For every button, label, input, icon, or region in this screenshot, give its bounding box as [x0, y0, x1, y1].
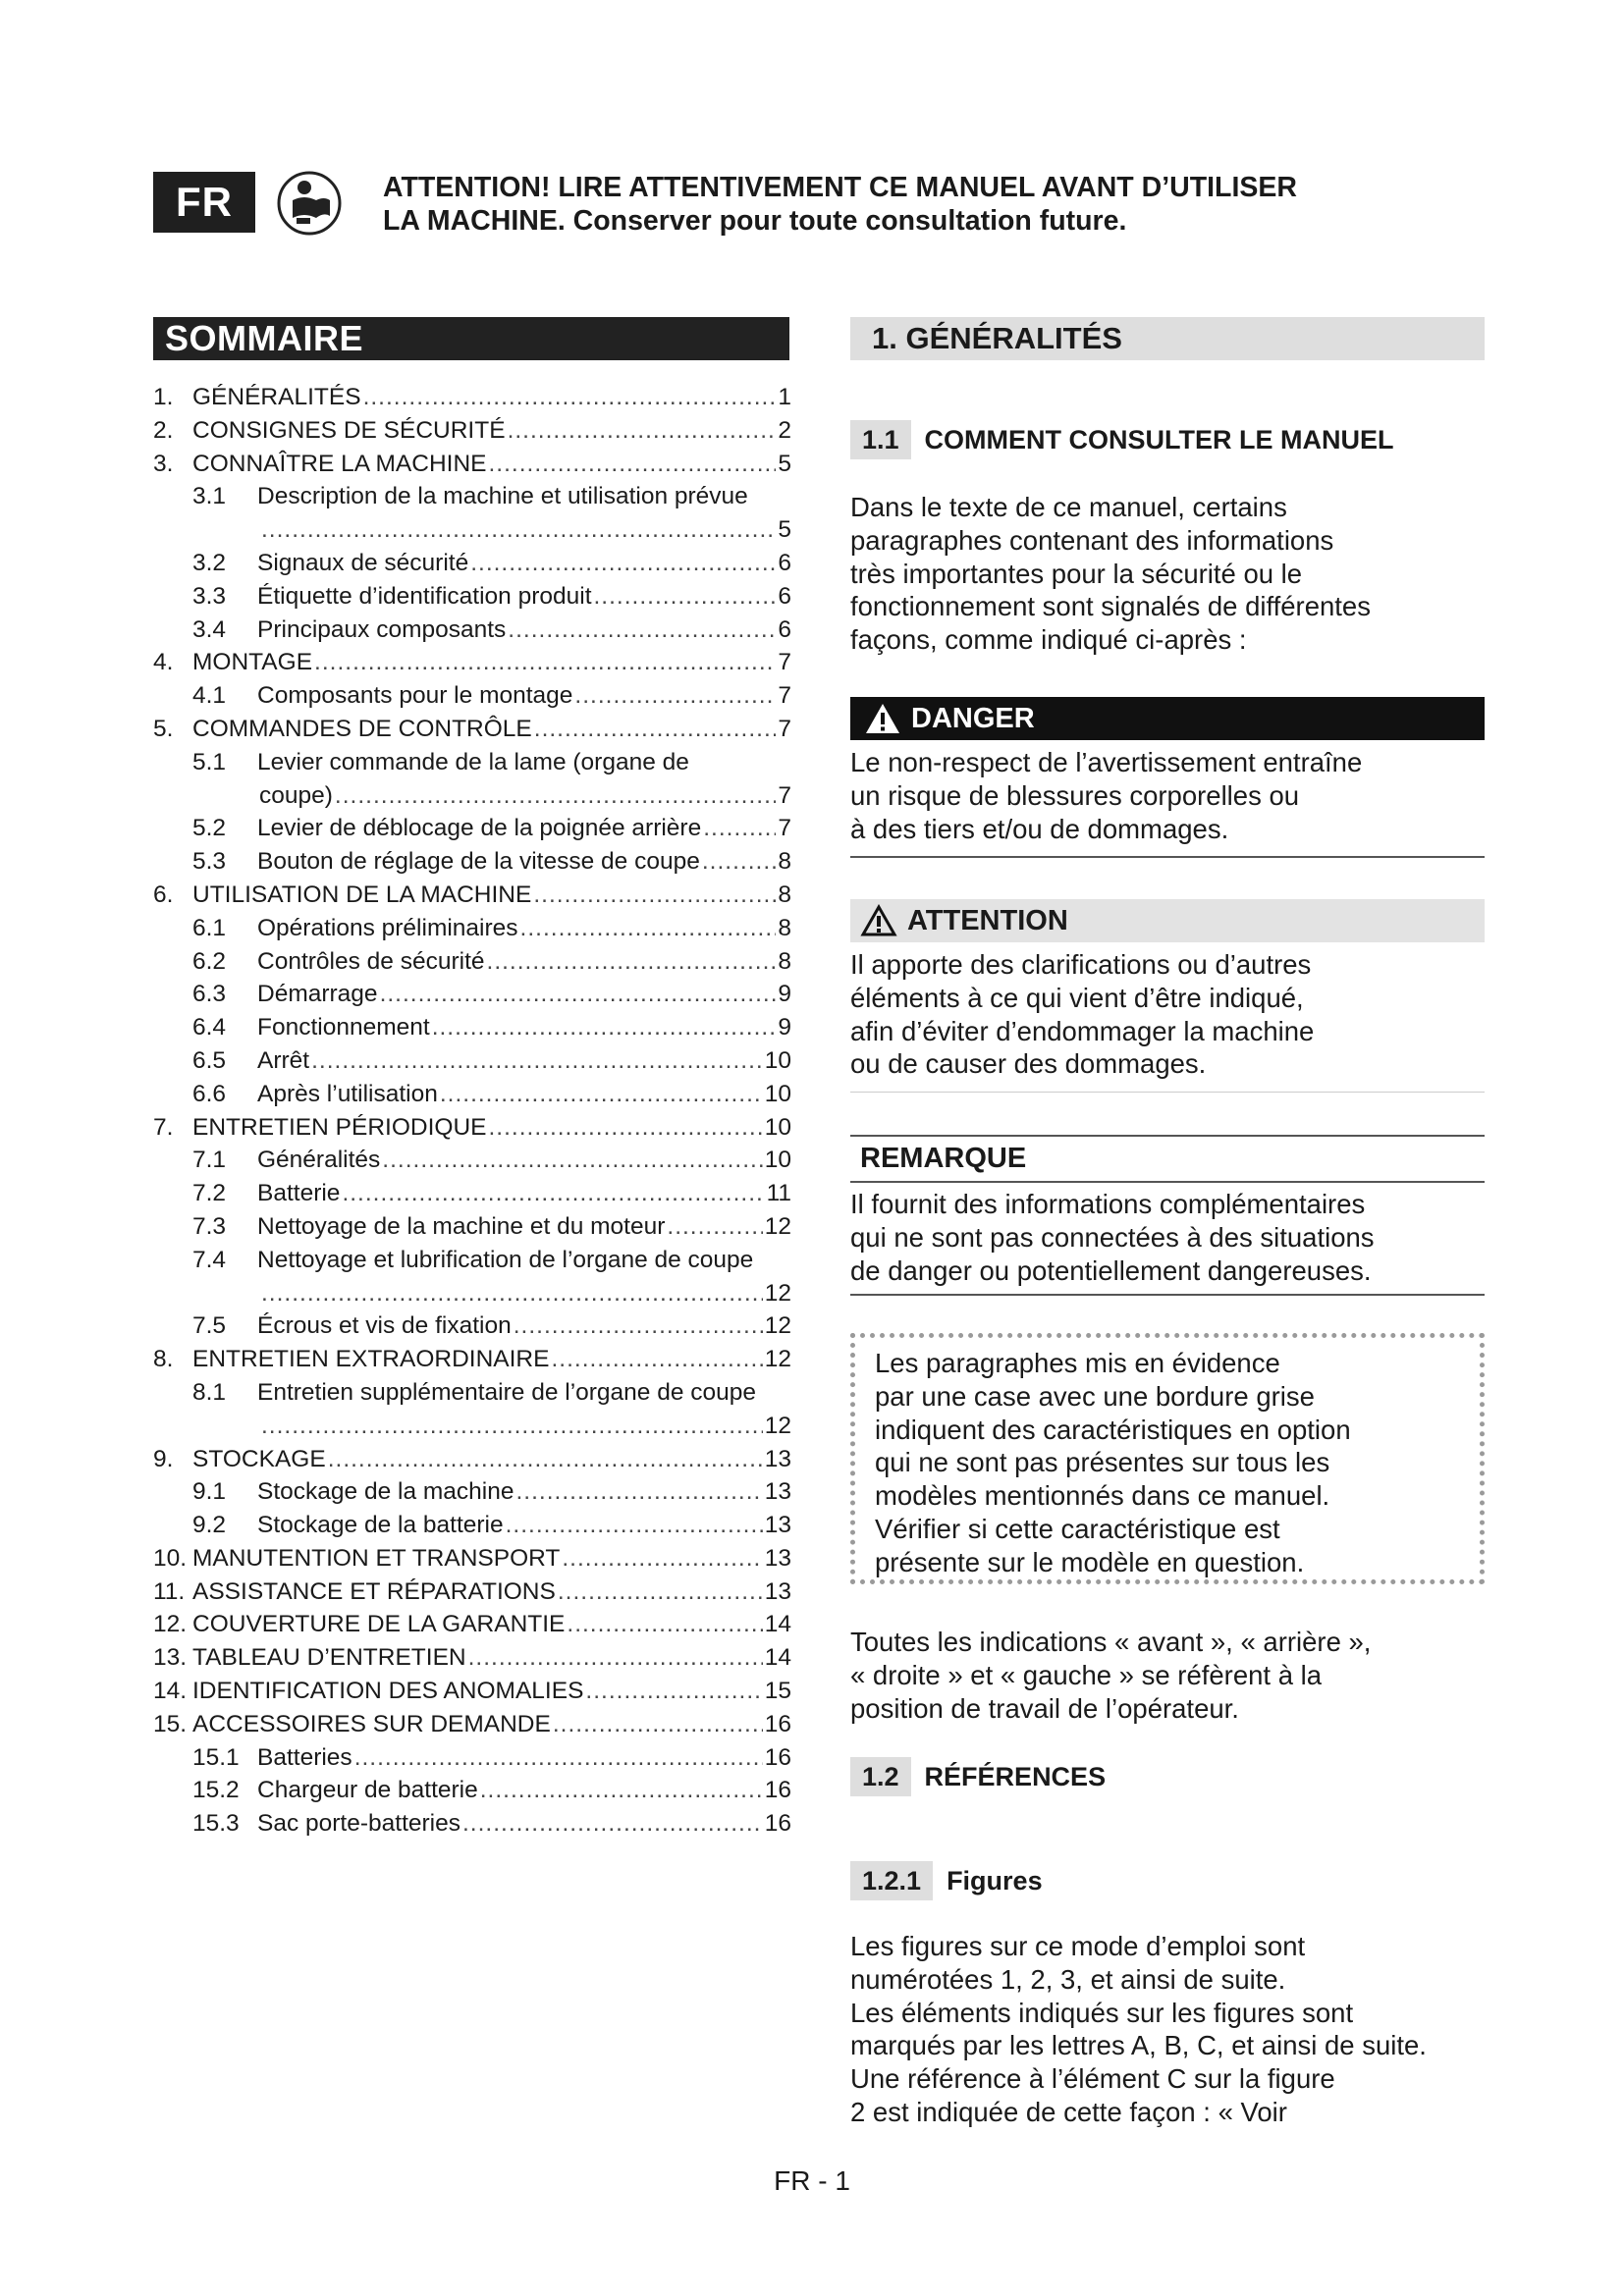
divider — [850, 856, 1485, 858]
toc-entry-page: 8 — [778, 914, 791, 941]
subsection-1-2-1-number: 1.2.1 — [850, 1861, 933, 1900]
subsection-1-2-title: RÉFÉRENCES — [924, 1761, 1107, 1791]
toc-entry-number: 14. — [153, 1678, 188, 1705]
warning-triangle-outline-icon — [860, 904, 897, 937]
toc-entry — [153, 978, 791, 1011]
toc-leader-dots — [520, 912, 777, 945]
toc-entry — [153, 1343, 791, 1376]
read-manual-icon — [277, 171, 342, 236]
toc-entry-number: 6.5 — [192, 1046, 227, 1074]
toc-entry — [153, 513, 791, 547]
toc-leader-dots — [667, 1210, 762, 1244]
toc-entry-number: 7.4 — [192, 1246, 227, 1273]
option-line: indiquent des caractéristiques en option — [875, 1414, 1351, 1445]
attention-line: afin d’éviter d’endommager la machine — [850, 1015, 1315, 1046]
toc-leader-dots — [311, 1044, 763, 1078]
toc-entry-number: 2. — [153, 416, 174, 444]
toc-entry-number: 15.2 — [192, 1777, 240, 1804]
toc-leader-dots — [440, 1078, 763, 1111]
toc-entry-title: Description de la machine et utilisation prévue — [257, 483, 748, 510]
toc-entry-title: Batteries — [257, 1743, 352, 1771]
toc-entry-number: 10. — [153, 1544, 188, 1572]
toc-entry-number: 9.2 — [192, 1512, 227, 1539]
header-warning-line1: ATTENTION! LIRE ATTENTIVEMENT CE MANUEL AVANT D’UTILISER — [383, 172, 1297, 203]
toc-leader-dots — [551, 1343, 762, 1376]
toc-leader-dots — [382, 1144, 762, 1177]
toc-entry-page: 9 — [778, 1014, 791, 1041]
figures-line: Les éléments indiqués sur les figures sont — [850, 1997, 1354, 2028]
toc-entry-title: Signaux de sécurité — [257, 549, 469, 576]
toc-leader-dots — [585, 1675, 762, 1708]
toc-entry-number: 5.2 — [192, 815, 227, 842]
toc-entry-title: Levier de déblocage de la poignée arrière — [257, 815, 702, 842]
toc-leader-dots — [432, 1011, 777, 1044]
toc-leader-dots — [462, 1807, 763, 1841]
toc-entry-number: 6.1 — [192, 914, 227, 941]
divider — [850, 1092, 1485, 1093]
intro-line: fonctionnement sont signalés de différentes — [850, 591, 1371, 622]
toc-entry-title: Après l’utilisation — [257, 1080, 438, 1107]
attention-label: ATTENTION — [907, 904, 1068, 936]
toc-entry-title: Batterie — [257, 1180, 341, 1207]
toc-entry-number: 7.5 — [192, 1312, 227, 1340]
toc-leader-dots — [533, 879, 776, 912]
toc-entry-number: 9.1 — [192, 1478, 227, 1506]
section-1-title: 1. GÉNÉRALITÉS — [850, 317, 1485, 360]
toc-entry — [153, 845, 791, 879]
toc-entry-number: 3.3 — [192, 582, 227, 610]
toc-entry — [153, 945, 791, 979]
toc-entry-page: 13 — [764, 1512, 791, 1539]
subsection-1-1-heading — [850, 420, 1394, 459]
header-warning-line2: LA MACHINE. Conserver pour toute consultation future. — [383, 205, 1127, 237]
intro-paragraph — [850, 491, 1485, 657]
toc-entry — [153, 912, 791, 945]
toc-leader-dots — [380, 978, 777, 1011]
toc-leader-dots — [261, 513, 776, 547]
toc-leader-dots — [516, 1475, 763, 1509]
option-line: qui ne sont pas présentes sur tous les — [875, 1447, 1330, 1478]
danger-text — [850, 746, 1485, 845]
attention-line: ou de causer des dommages. — [850, 1048, 1207, 1080]
toc-leader-dots — [558, 1575, 763, 1609]
toc-entry-title: Fonctionnement — [257, 1014, 430, 1041]
toc-entry — [153, 1078, 791, 1111]
figures-line: 2 est indiquée de cette façon : « Voir — [850, 2096, 1287, 2127]
toc-entry — [153, 448, 791, 481]
toc-entry — [153, 1807, 791, 1841]
toc-entry-title: MANUTENTION ET TRANSPORT — [192, 1544, 561, 1572]
toc-entry-page: 12 — [764, 1412, 791, 1439]
toc-entry-page: 15 — [764, 1678, 791, 1705]
toc-entry-number: 7.2 — [192, 1180, 227, 1207]
toc-entry-title: TABLEAU D’ENTRETIEN — [192, 1644, 466, 1672]
toc-entry-number: 4. — [153, 649, 174, 676]
toc-leader-dots — [342, 1177, 764, 1210]
remark-text — [850, 1188, 1485, 1287]
toc-entry-page: 7 — [778, 715, 791, 742]
intro-line: façons, comme indiqué ci-après : — [850, 624, 1247, 656]
toc-entry-number: 8. — [153, 1346, 174, 1373]
toc-leader-dots — [354, 1741, 763, 1775]
toc-entry-number: 3.2 — [192, 549, 227, 576]
toc-entry-page: 7 — [778, 682, 791, 710]
toc-entry-title: ACCESSOIRES SUR DEMANDE — [192, 1710, 551, 1737]
toc-entry — [153, 1210, 791, 1244]
divider — [850, 1294, 1485, 1296]
toc-leader-dots — [363, 381, 777, 414]
toc-entry-page: 16 — [764, 1810, 791, 1838]
toc-leader-dots — [702, 845, 777, 879]
toc-entry — [153, 1708, 791, 1741]
toc-entry — [153, 679, 791, 713]
toc-entry-number: 15. — [153, 1710, 188, 1737]
toc-entry — [153, 1443, 791, 1476]
toc-entry-title: Démarrage — [257, 981, 378, 1008]
toc-entry-title: GÉNÉRALITÉS — [192, 384, 361, 410]
toc-entry-page: 2 — [778, 416, 791, 444]
toc-entry — [153, 1641, 791, 1675]
toc-entry-page: 5 — [778, 516, 791, 544]
toc-entry-page: 8 — [778, 848, 791, 876]
toc-entry — [153, 1177, 791, 1210]
toc-entry-page: 13 — [764, 1577, 791, 1605]
toc-entry-number: 9. — [153, 1445, 174, 1472]
toc-entry-page: 11 — [766, 1180, 791, 1207]
warning-triangle-icon — [864, 702, 901, 735]
toc-leader-dots — [574, 679, 776, 713]
toc-entry — [153, 414, 791, 448]
toc-entry — [153, 1011, 791, 1044]
subsection-1-1-number: 1.1 — [850, 420, 911, 459]
toc-entry — [153, 879, 791, 912]
toc-entry-title: Arrêt — [257, 1046, 310, 1074]
toc-entry — [153, 1044, 791, 1078]
toc-entry-title: Chargeur de batterie — [257, 1777, 478, 1804]
toc-entry-number: 6.3 — [192, 981, 227, 1008]
toc-leader-dots — [335, 779, 776, 813]
toc-entry-page: 1 — [778, 384, 791, 410]
page-number: FR - 1 — [774, 2165, 850, 2196]
toc-entry-title: Nettoyage de la machine et du moteur — [257, 1212, 666, 1240]
danger-label: DANGER — [911, 702, 1035, 734]
toc-entry-title: CONSIGNES DE SÉCURITÉ — [192, 416, 506, 444]
toc-entry-page: 13 — [764, 1544, 791, 1572]
attention-label-bar — [850, 899, 1485, 942]
toc-entry-title: IDENTIFICATION DES ANOMALIES — [192, 1678, 584, 1705]
remark-line: de danger ou potentiellement dangereuses. — [850, 1255, 1372, 1286]
toc-entry-title: ENTRETIEN PÉRIODIQUE — [192, 1113, 487, 1141]
danger-line: Le non-respect de l’avertissement entraîne — [850, 747, 1363, 777]
divider — [850, 1181, 1485, 1183]
remark-label: REMARQUE — [860, 1143, 1027, 1174]
toc-entry-page: 16 — [764, 1743, 791, 1771]
subsection-1-2-heading — [850, 1757, 1106, 1796]
toc-leader-dots — [489, 448, 777, 481]
attention-line: éléments à ce qui vient d’être indiqué, — [850, 982, 1304, 1013]
toc-leader-dots — [468, 1641, 763, 1675]
toc-entry — [153, 1675, 791, 1708]
toc-entry-page: 5 — [778, 450, 791, 477]
figures-line: Les figures sur ce mode d’emploi sont — [850, 1931, 1306, 1961]
toc-entry-title: Stockage de la batterie — [257, 1512, 504, 1539]
toc-entry-page: 8 — [778, 881, 791, 908]
figures-paragraph — [850, 1930, 1485, 2129]
toc-title: SOMMAIRE — [153, 317, 789, 360]
toc-entry-number: 11. — [153, 1577, 186, 1605]
toc-leader-dots — [514, 1309, 763, 1343]
toc-entry-page: 12 — [764, 1279, 791, 1307]
toc-entry-title: Généralités — [257, 1147, 381, 1174]
toc-entry-page: 10 — [764, 1113, 791, 1141]
toc-entry — [153, 1509, 791, 1542]
toc-entry-page: 6 — [778, 582, 791, 610]
figures-line: Une référence à l’élément C sur la figure — [850, 2063, 1335, 2095]
toc-leader-dots — [480, 1774, 763, 1807]
toc-entry-page: 13 — [764, 1445, 791, 1472]
language-badge: FR — [153, 172, 255, 233]
toc-entry — [153, 646, 791, 679]
toc-leader-dots — [703, 812, 776, 845]
directions-paragraph — [850, 1626, 1485, 1725]
toc-leader-dots — [594, 580, 777, 614]
toc-entry-title: Principaux composants — [257, 615, 507, 643]
directions-line: position de travail de l’opérateur. — [850, 1692, 1239, 1724]
toc-entry-number: 7.1 — [192, 1147, 227, 1174]
toc-entry-title: Écrous et vis de fixation — [257, 1312, 512, 1340]
intro-line: Dans le texte de ce manuel, certains — [850, 492, 1287, 522]
toc-entry-title: COUVERTURE DE LA GARANTIE — [192, 1611, 566, 1638]
danger-label-bar — [850, 697, 1485, 740]
remark-block — [850, 1135, 1485, 1183]
subsection-1-1-title: COMMENT CONSULTER LE MANUEL — [924, 424, 1394, 454]
toc-entry — [153, 1608, 791, 1641]
toc-entry-title: ENTRETIEN EXTRAORDINAIRE — [192, 1346, 550, 1373]
intro-line: très importantes pour la sécurité ou le — [850, 558, 1303, 589]
toc-entry-page: 14 — [764, 1644, 791, 1672]
toc-entry — [153, 381, 791, 414]
figures-line: marqués par les lettres A, B, C, et ainsi de suite. — [850, 2030, 1427, 2061]
toc-entry — [153, 746, 791, 779]
toc-entry — [153, 547, 791, 580]
toc-entry — [153, 1475, 791, 1509]
toc-leader-dots — [487, 945, 777, 979]
toc-entry — [153, 1376, 791, 1410]
toc-entry-page: 12 — [764, 1212, 791, 1240]
toc-entry-page: 9 — [778, 981, 791, 1008]
danger-line: un risque de blessures corporelles ou — [850, 779, 1300, 811]
option-line: présente sur le modèle en question. — [875, 1546, 1305, 1577]
toc-entry-number: 15.1 — [192, 1743, 240, 1771]
subsection-1-2-number: 1.2 — [850, 1757, 911, 1796]
toc-entry-title: Entretien supplémentaire de l’organe de coupe — [257, 1378, 757, 1406]
toc-entry-number: 15.3 — [192, 1810, 240, 1838]
toc-leader-dots — [314, 646, 776, 679]
toc-entry-number: 4.1 — [192, 682, 227, 710]
toc-entry — [153, 1111, 791, 1145]
toc-entry-number: 3. — [153, 450, 174, 477]
toc-entry-title: UTILISATION DE LA MACHINE — [192, 881, 532, 908]
toc-entry — [153, 580, 791, 614]
toc-entry-number: 6.4 — [192, 1014, 227, 1041]
toc-entry-number: 6.6 — [192, 1080, 227, 1107]
danger-line: à des tiers et/ou de dommages. — [850, 813, 1229, 844]
toc-entry-page: 12 — [764, 1346, 791, 1373]
toc-entry — [153, 1277, 791, 1310]
directions-line: Toutes les indications « avant », « arrière », — [850, 1627, 1372, 1657]
toc-leader-dots — [553, 1708, 763, 1741]
option-line: Les paragraphes mis en évidence — [875, 1348, 1280, 1378]
toc-leader-dots — [261, 1277, 763, 1310]
toc-leader-dots — [488, 1111, 762, 1145]
toc-entry-title: Levier commande de la lame (organe de — [257, 748, 689, 775]
toc-entry — [153, 1144, 791, 1177]
toc-entry-page: 13 — [764, 1478, 791, 1506]
toc-entry-number: 6. — [153, 881, 174, 908]
toc-entry-title: Sac porte-batteries — [257, 1810, 460, 1838]
toc-entry-title: Nettoyage et lubrification de l’organe de coupe — [257, 1246, 754, 1273]
remark-line: qui ne sont pas connectées à des situations — [850, 1221, 1375, 1253]
toc-entry-title: Stockage de la machine — [257, 1478, 514, 1506]
toc-entry-title: MONTAGE — [192, 649, 313, 676]
toc-entry-page: 10 — [764, 1147, 791, 1174]
attention-text — [850, 948, 1485, 1081]
toc-leader-dots — [508, 414, 777, 448]
toc-leader-dots — [508, 614, 776, 647]
toc-entry — [153, 480, 791, 513]
toc-entry-number: 6.2 — [192, 947, 227, 975]
toc-entry-title: STOCKAGE — [192, 1445, 326, 1472]
toc-entry-title: Composants pour le montage — [257, 682, 573, 710]
toc-entry-number: 8.1 — [192, 1378, 227, 1406]
toc-entry — [153, 713, 791, 746]
table-of-contents — [153, 381, 791, 1841]
toc-leader-dots — [470, 547, 776, 580]
toc-entry-title: ASSISTANCE ET RÉPARATIONS — [192, 1577, 556, 1605]
toc-entry-title: Opérations préliminaires — [257, 914, 518, 941]
toc-entry-page: 16 — [764, 1777, 791, 1804]
toc-entry-number: 3.1 — [192, 483, 227, 510]
toc-entry-number: 3.4 — [192, 615, 227, 643]
toc-leader-dots — [567, 1608, 762, 1641]
toc-entry-number: 5. — [153, 715, 174, 742]
toc-entry-page: 16 — [764, 1710, 791, 1737]
toc-leader-dots — [506, 1509, 763, 1542]
toc-entry-page: 7 — [778, 649, 791, 676]
toc-entry-page: 7 — [778, 781, 791, 809]
toc-entry-page: 7 — [778, 815, 791, 842]
toc-entry-title: Contrôles de sécurité — [257, 947, 485, 975]
subsection-1-2-1-title: Figures — [947, 1865, 1043, 1896]
toc-entry-page: 6 — [778, 615, 791, 643]
attention-line: Il apporte des clarifications ou d’autres — [850, 949, 1312, 980]
toc-entry-page: 12 — [764, 1312, 791, 1340]
toc-entry — [153, 614, 791, 647]
subsection-1-2-1-heading — [850, 1861, 1043, 1900]
toc-entry — [153, 779, 791, 813]
toc-leader-dots — [562, 1542, 762, 1575]
remark-line: Il fournit des informations complémentaires — [850, 1189, 1366, 1219]
toc-entry-number: 12. — [153, 1611, 188, 1638]
toc-entry-title: COMMANDES DE CONTRÔLE — [192, 715, 532, 742]
toc-entry-title: Bouton de réglage de la vitesse de coupe — [257, 848, 700, 876]
toc-entry — [153, 1575, 791, 1609]
toc-entry-page: 10 — [764, 1046, 791, 1074]
toc-leader-dots — [328, 1443, 763, 1476]
toc-entry-number: 5.1 — [192, 748, 227, 775]
toc-entry — [153, 812, 791, 845]
toc-entry — [153, 1244, 791, 1277]
toc-entry-number: 7.3 — [192, 1212, 227, 1240]
toc-entry — [153, 1741, 791, 1775]
toc-leader-dots — [261, 1410, 763, 1443]
toc-entry — [153, 1774, 791, 1807]
option-line: modèles mentionnés dans ce manuel. — [875, 1480, 1330, 1512]
toc-entry-number: 1. — [153, 384, 174, 410]
intro-line: paragraphes contenant des informations — [850, 524, 1334, 556]
option-line: par une case avec une bordure grise — [875, 1380, 1315, 1412]
optional-feature-box — [850, 1333, 1485, 1584]
figures-line: numérotées 1, 2, 3, et ainsi de suite. — [850, 1963, 1286, 1995]
toc-entry-page: 6 — [778, 549, 791, 576]
toc-entry-title: coupe) — [259, 781, 333, 809]
toc-entry — [153, 1309, 791, 1343]
directions-line: « droite » et « gauche » se réfèrent à la — [850, 1659, 1323, 1690]
toc-entry-title: Étiquette d’identification produit — [257, 582, 592, 610]
toc-entry — [153, 1542, 791, 1575]
toc-entry-page: 8 — [778, 947, 791, 975]
toc-entry-number: 5.3 — [192, 848, 227, 876]
toc-entry-number: 13. — [153, 1644, 188, 1672]
toc-entry-number: 7. — [153, 1113, 174, 1141]
header-warning — [383, 171, 1463, 238]
toc-entry-page: 14 — [764, 1611, 791, 1638]
toc-entry-page: 10 — [764, 1080, 791, 1107]
toc-entry-title: CONNAÎTRE LA MACHINE — [192, 450, 487, 477]
toc-leader-dots — [534, 713, 777, 746]
toc-entry — [153, 1410, 791, 1443]
option-line: Vérifier si cette caractéristique est — [875, 1513, 1280, 1544]
